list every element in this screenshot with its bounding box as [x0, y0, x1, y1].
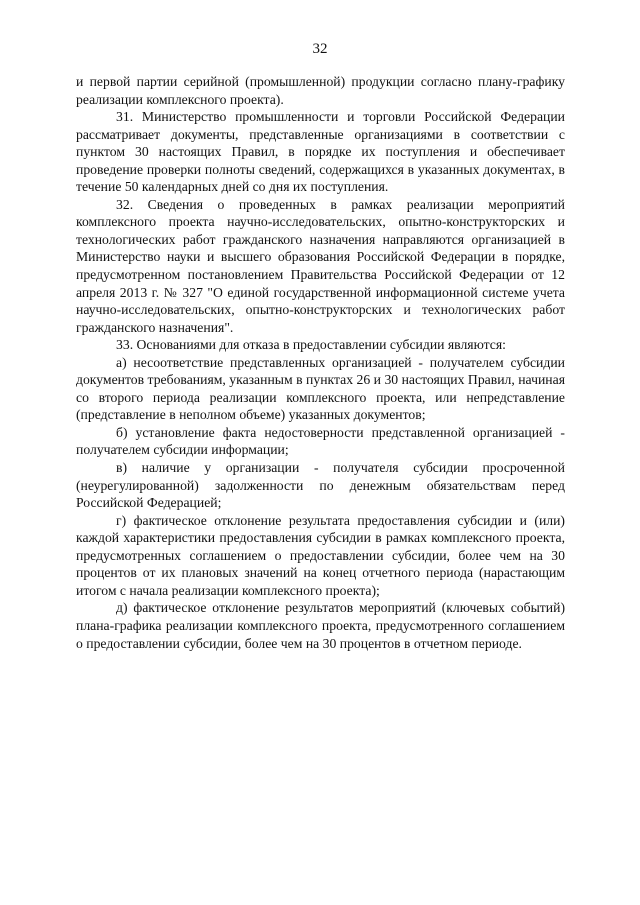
paragraph-33-g: г) фактическое отклонение результата предоставления субсидии и (или) каждой характеристики предоставления субсидии в рамках комплексного проекта, предусмотренных соглашением о предоставлении субсидии, более чем на 30 процентов от их плановых значений на конец отчетного периода (нарастающим итогом с начала реализации комплексного проекта); — [76, 512, 565, 598]
document-body — [76, 73, 565, 652]
paragraph-32: 32. Сведения о проведенных в рамках реализации мероприятий комплексного проекта научно-исследовательских, опытно-конструкторских и технологических работ гражданского назначения направляются организацией в Министерство науки и высшего образования Российской Федерации в порядке, предусмотренном постановлением Правительства Российской Федерации от 12 апреля 2013 г. № 327 "О единой государственной информационной системе учета научно-исследовательских, опытно-конструкторских и технологических работ гражданского назначения". — [76, 196, 565, 335]
paragraph-33-a: а) несоответствие представленных организацией - получателем субсидии документов требованиям, указанным в пунктах 26 и 30 настоящих Правил, начиная со второго периода реализации комплексного проекта, или непредставление (представление в неполном объеме) указанных документов; — [76, 354, 565, 423]
paragraph-33-b: б) установление факта недостоверности представленной организацией - получателем субсидии информации; — [76, 424, 565, 458]
page-number: 32 — [312, 41, 328, 57]
paragraph-33-v: в) наличие у организации - получателя субсидии просроченной (неурегулированной) задолженности по денежным обязательствам перед Российской Федерацией; — [76, 460, 565, 511]
paragraph-31: 31. Министерство промышленности и торговли Российской Федерации рассматривает документы, представленные организациями в соответствии с пунктом 30 настоящих Правил, в порядке их поступления и обеспечивает проведение проверки полноты сведений, содержащихся в указанных документах, в течение 50 календарных дней со дня их поступления. — [76, 109, 565, 195]
paragraph-33-d: д) фактическое отклонение результатов мероприятий (ключевых событий) плана-графика реализации комплексного проекта, предусмотренного соглашением о предоставлении субсидии, более чем на 30 процентов в отчетном периоде. — [76, 600, 565, 651]
paragraph-continuation: и первой партии серийной (промышленной) продукции согласно плану-графику реализации комплексного проекта). — [76, 74, 565, 107]
paragraph-33: 33. Основаниями для отказа в предоставлении субсидии являются: — [116, 337, 506, 353]
